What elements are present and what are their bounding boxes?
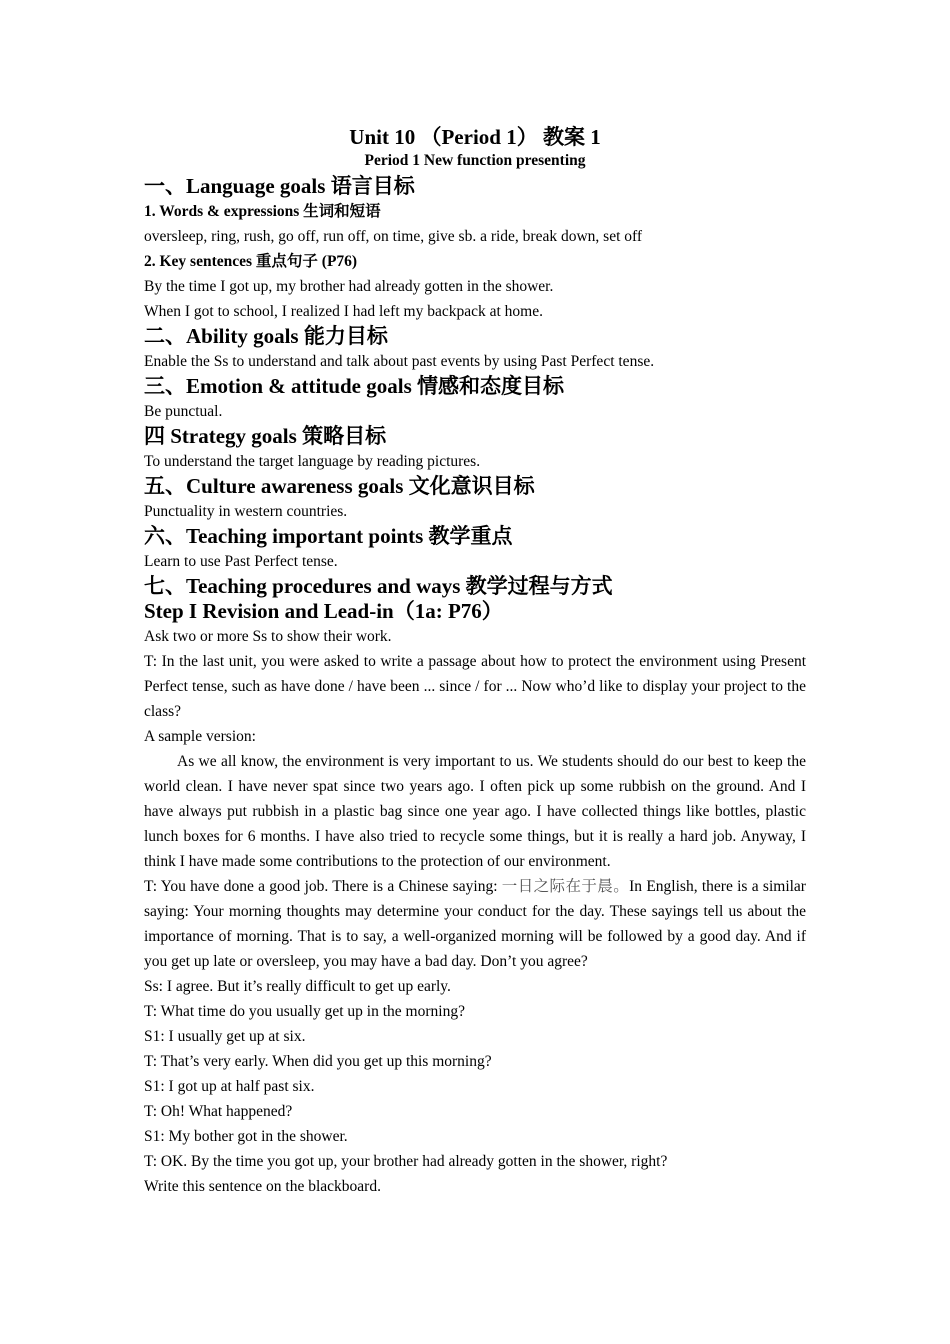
- section-important-points-heading: 六、Teaching important points 教学重点: [144, 524, 513, 548]
- section-language-goals-heading: 一、Language goals 语言目标: [144, 174, 415, 198]
- section-emotion-goals-heading: 三、Emotion & attitude goals 情感和态度目标: [144, 374, 564, 398]
- dialogue-line: Ss: I agree. But it’s really difficult to get up early.: [144, 978, 451, 995]
- paragraph: T: In the last unit, you were asked to write a passage about how to protect the environment using Present Perfect tense, such as have done / have been ... since / for ... Now who’d like to display your project to the class?: [144, 653, 806, 720]
- ability-goals-text: Enable the Ss to understand and talk about past events by using Past Perfect tense.: [144, 353, 655, 370]
- document-subtitle: Period 1 New function presenting: [364, 152, 586, 169]
- document-body: [144, 124, 806, 1199]
- paragraph: A sample version:: [144, 728, 256, 745]
- key-sentence-2: When I got to school, I realized I had left my backpack at home.: [144, 303, 543, 320]
- sample-version-paragraph: As we all know, the environment is very important to us. We students should do our best to keep the world clean. I have never spat since two years ago. I often pick up some rubbish on the ground. And I have always put rubbish in a plastic bag since one year ago. I have collected things like bottles, plastic lunch boxes for 6 months. I have also tried to recycle some things, but it is really a hard job. Anyway, I think I have made some contributions to the protection of our environment.: [144, 753, 806, 870]
- text-span: In English, there is a similar saying: Your morning thoughts may determine your conduct for the day. These sayings tell us about the importance of morning. That is to say, a well-organized morning will be followed by a good day. And if you get up late or oversleep, you may have a bad day. Don’t you agree?: [144, 878, 806, 970]
- important-points-text: Learn to use Past Perfect tense.: [144, 553, 338, 570]
- section-ability-goals-heading: 二、Ability goals 能力目标: [144, 324, 388, 348]
- dialogue-line: T: What time do you usually get up in the morning?: [144, 1003, 465, 1020]
- culture-goals-text: Punctuality in western countries.: [144, 503, 348, 520]
- section-procedures-heading: 七、Teaching procedures and ways 教学过程与方式: [144, 574, 613, 598]
- step-1-heading: Step I Revision and Lead-in（1a: P76）: [144, 599, 503, 623]
- words-heading: 1. Words & expressions 生词和短语: [144, 203, 381, 220]
- document-title: Unit 10 （Period 1） 教案 1: [349, 125, 601, 149]
- paragraph: Ask two or more Ss to show their work.: [144, 628, 392, 645]
- chinese-saying: 一日之际在于晨。: [501, 878, 630, 895]
- dialogue-line: S1: My bother got in the shower.: [144, 1128, 348, 1145]
- dialogue-line: T: OK. By the time you got up, your brother had already gotten in the shower, right?: [144, 1153, 668, 1170]
- key-sentences-heading: 2. Key sentences 重点句子 (P76): [144, 253, 358, 270]
- key-sentence-1: By the time I got up, my brother had already gotten in the shower.: [144, 278, 554, 295]
- section-strategy-goals-heading: 四 Strategy goals 策略目标: [144, 424, 387, 448]
- paragraph: [144, 874, 806, 974]
- words-list: oversleep, ring, rush, go off, run off, on time, give sb. a ride, break down, set off: [144, 228, 643, 245]
- emotion-goals-text: Be punctual.: [144, 403, 223, 420]
- strategy-goals-text: To understand the target language by reading pictures.: [144, 453, 481, 470]
- dialogue-line: S1: I got up at half past six.: [144, 1078, 315, 1095]
- text-span: T: You have done a good job. There is a Chinese saying:: [144, 878, 502, 895]
- dialogue-line: T: That’s very early. When did you get up this morning?: [144, 1053, 492, 1070]
- dialogue-line: T: Oh! What happened?: [144, 1103, 293, 1120]
- section-culture-goals-heading: 五、Culture awareness goals 文化意识目标: [144, 474, 535, 498]
- dialogue-line: S1: I usually get up at six.: [144, 1028, 306, 1045]
- dialogue-line: Write this sentence on the blackboard.: [144, 1178, 381, 1195]
